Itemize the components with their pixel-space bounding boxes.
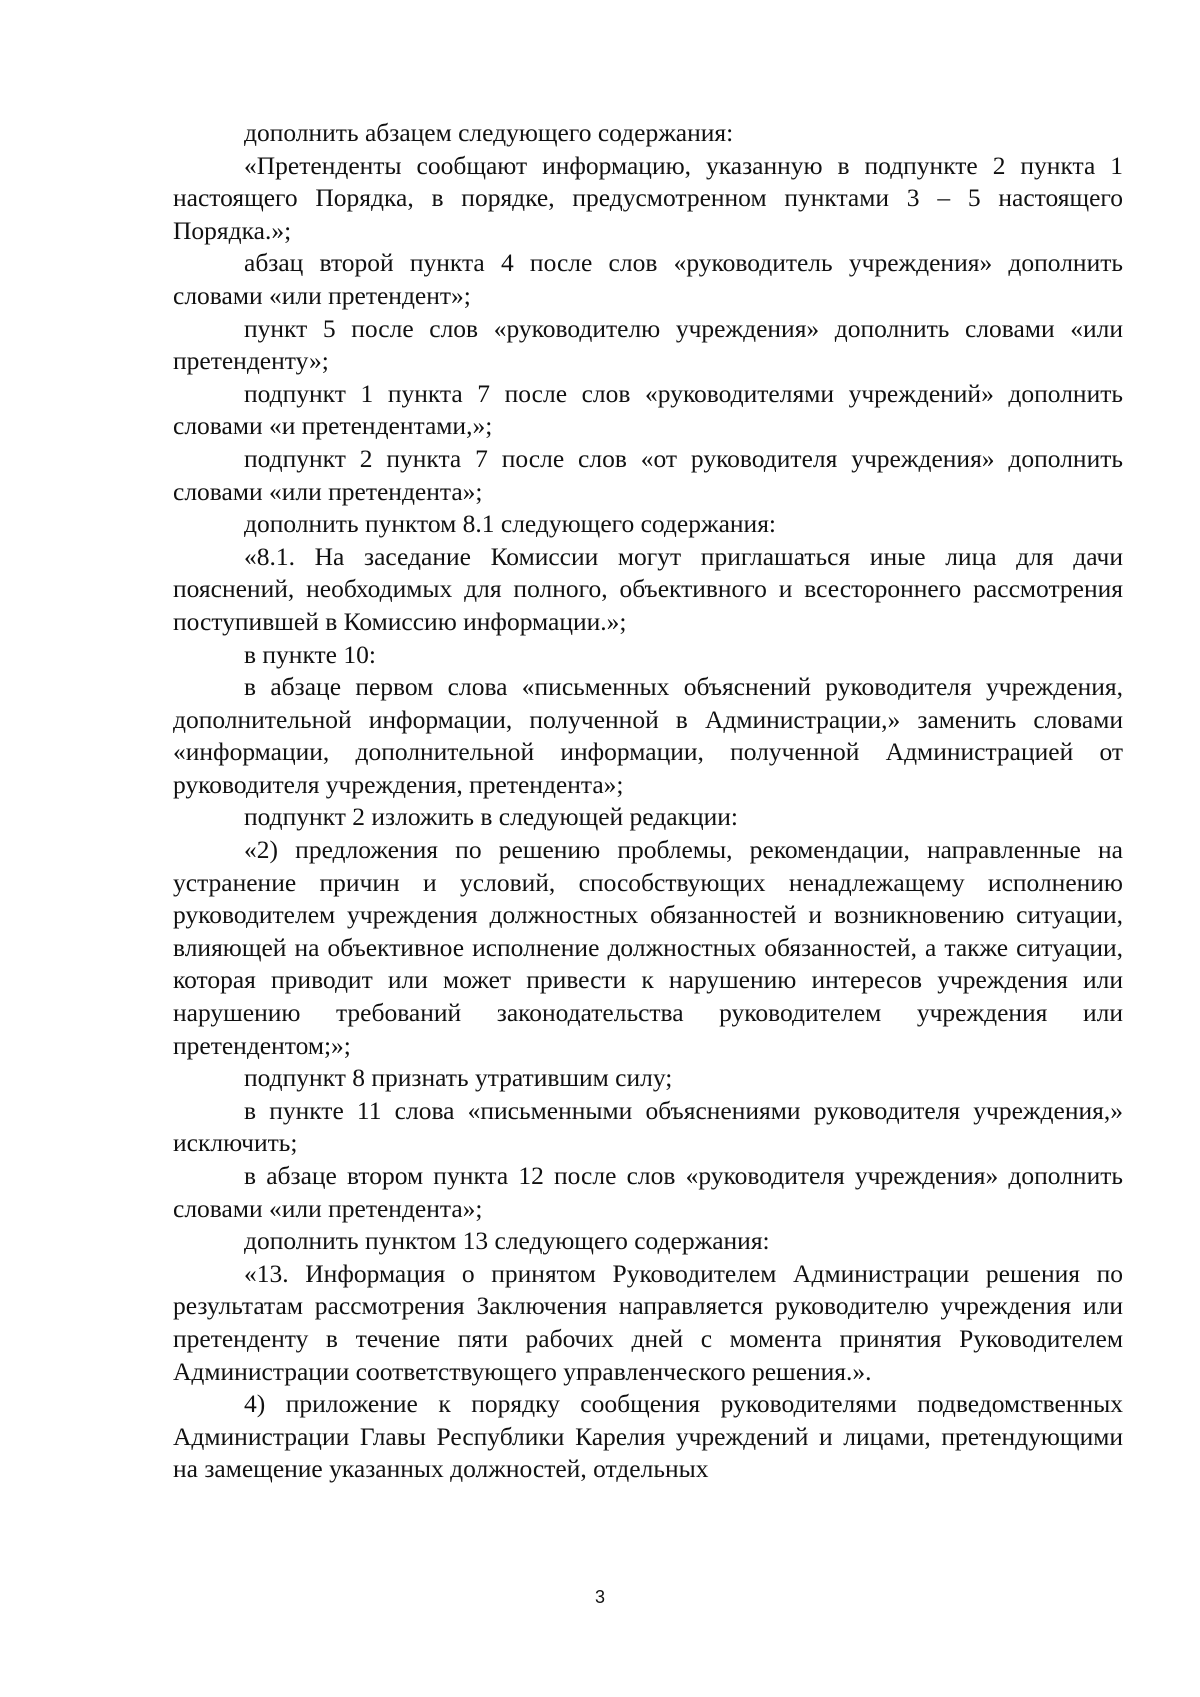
paragraph: в пункте 11 слова «письменными объяснениями руководителя учреждения,» исключить; — [173, 1095, 1123, 1158]
paragraph: в абзаце первом слова «письменных объяснений руководителя учреждения, дополнительной информации, полученной в Администрации,» заменить словами «информации, дополнительной информации, полученной Администрацией от руководителя учреждения, претендента»; — [173, 672, 1123, 799]
paragraph: в абзаце втором пункта 12 после слов «руководителя учреждения» дополнить словами «или претендента»; — [173, 1161, 1123, 1223]
page-number: 3 — [594, 1587, 605, 1607]
paragraph: подпункт 8 признать утратившим силу; — [244, 1063, 673, 1093]
paragraph: «Претенденты сообщают информацию, указанную в подпункте 2 пункта 1 настоящего Порядка, в порядке, предусмотренном пунктами 3 – 5 настоящего Порядка.»; — [173, 150, 1123, 245]
paragraph: дополнить пунктом 13 следующего содержания: — [244, 1226, 770, 1256]
paragraph: дополнить абзацем следующего содержания: — [244, 118, 734, 147]
paragraph: пункт 5 после слов «руководителю учреждения» дополнить словами «или претенденту»; — [173, 313, 1123, 376]
paragraph: 4) приложение к порядку сообщения руководителями подведомственных Администрации Главы Республики Карелия учреждений и лицами, претендующими на замещение указанных должностей, отдельных — [173, 1389, 1123, 1484]
paragraph: «13. Информация о принятом Руководителем Администрации решения по результатам рассмотрения Заключения направляется руководителю учреждения или претенденту в течение пяти рабочих дней с момента принятия Руководителем Администрации соответствующего управленческого решения.». — [173, 1258, 1123, 1386]
paragraph: подпункт 2 изложить в следующей редакции: — [244, 802, 738, 832]
paragraph: дополнить пунктом 8.1 следующего содержания: — [244, 509, 777, 539]
document-body — [173, 117, 1123, 1486]
paragraph: абзац второй пункта 4 после слов «руководитель учреждения» дополнить словами «или претендент»; — [173, 248, 1123, 310]
paragraph: в пункте 10: — [244, 639, 376, 669]
paragraph: «8.1. На заседание Комиссии могут приглашаться иные лица для дачи пояснений, необходимых для полного, объективного и всестороннего рассмотрения поступившей в Комиссию информации.»; — [173, 541, 1123, 636]
paragraph: подпункт 2 пункта 7 после слов «от руководителя учреждения» дополнить словами «или претендента»; — [173, 443, 1123, 506]
paragraph: «2) предложения по решению проблемы, рекомендации, направленные на устранение причин и условий, способствующих ненадлежащему исполнению руководителем учреждения должностных обязанностей и возникновению ситуации, влияющей на объективное исполнение должностных обязанностей, а также ситуации, которая приводит или может привести к нарушению интересов учреждения или нарушению требований законодательства руководителем учреждения или претендентом;»; — [173, 835, 1123, 1060]
paragraph: подпункт 1 пункта 7 после слов «руководителями учреждений» дополнить словами «и претендентами,»; — [173, 378, 1123, 441]
